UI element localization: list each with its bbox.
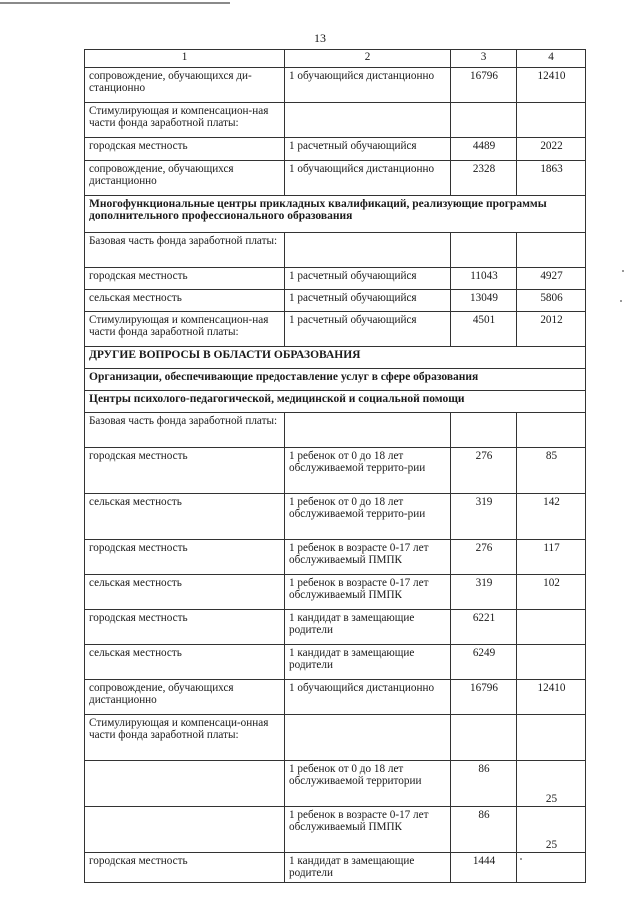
value-cell: 12410 [517,68,586,103]
value-cell [451,715,517,761]
unit-cell: 1 ребенок в возрасте 0-17 лет обслуживаемый ПМПК [285,540,451,575]
unit-cell: 1 расчетный обучающийся [285,138,451,161]
scan-speck [620,300,622,302]
value-cell: 25 [517,761,586,807]
indicator-cell: сельская местность [85,494,285,540]
unit-cell [285,715,451,761]
table-row [85,268,586,290]
value-cell: 4927 [517,268,586,290]
value-cell [517,645,586,680]
table-row [85,853,586,883]
value-cell [451,103,517,138]
unit-cell: 1 обучающийся дистанционно [285,680,451,715]
value-cell: 4501 [451,312,517,347]
unit-cell: 1 расчетный обучающийся [285,312,451,347]
value-cell: 142 [517,494,586,540]
section-heading: Организации, обеспечивающие предоставление услуг в сфере образования [85,369,586,391]
unit-cell: 1 кандидат в замещающие родители [285,645,451,680]
value-cell: 25 [517,807,586,853]
unit-cell [285,103,451,138]
indicator-cell: Базовая часть фонда заработной платы: [85,233,285,268]
indicator-cell: городская местность [85,540,285,575]
scan-artifact-line [0,2,230,4]
indicator-cell: сопровождение, обучающихся дистанционно [85,680,285,715]
unit-cell: 1 ребенок от 0 до 18 лет обслуживаемой террито-рии [285,448,451,494]
value-cell: 276 [451,540,517,575]
table-row [85,575,586,610]
section-heading-row [85,347,586,369]
scan-speck [622,270,624,272]
value-cell: 4489 [451,138,517,161]
value-cell: 2012 [517,312,586,347]
table-row [85,680,586,715]
table-row [85,807,586,853]
table-row [85,290,586,312]
norms-table [84,49,586,883]
page-number: 13 [314,31,326,45]
section-heading: Многофункциональные центры прикладных квалификаций, реализующие программы дополнительного профессионального образования [85,196,586,233]
value-cell: 86 [451,761,517,807]
value-cell [517,715,586,761]
section-heading: Центры психолого-педагогической, медицинской и социальной помощи [85,391,586,413]
indicator-cell [85,807,285,853]
table-row [85,540,586,575]
value-cell: 13049 [451,290,517,312]
value-cell: 319 [451,575,517,610]
indicator-cell: городская местность [85,610,285,645]
value-cell: 11043 [451,268,517,290]
value-cell: 86 [451,807,517,853]
indicator-cell: Базовая часть фонда заработной платы: [85,413,285,448]
value-cell: 102 [517,575,586,610]
value-cell: 1444 [451,853,517,883]
column-number-3: 3 [451,50,517,68]
value-cell: 5806 [517,290,586,312]
table-row [85,610,586,645]
table-row [85,761,586,807]
value-cell: 12410 [517,680,586,715]
unit-cell: 1 обучающийся дистанционно [285,161,451,196]
indicator-cell: городская местность [85,138,285,161]
unit-cell: 1 ребенок от 0 до 18 лет обслуживаемой террито-рии [285,494,451,540]
value-cell [451,413,517,448]
unit-cell: 1 обучающийся дистанционно [285,68,451,103]
column-number-row [85,50,586,68]
table-row [85,233,586,268]
indicator-cell: сопровождение, обучающихся дистанционно [85,161,285,196]
table-row [85,645,586,680]
unit-cell: 1 ребенок от 0 до 18 лет обслуживаемой территории [285,761,451,807]
value-cell: 2328 [451,161,517,196]
value-cell: 16796 [451,680,517,715]
table-row [85,103,586,138]
indicator-cell: Стимулирующая и компенсаци-онная части фонда заработной платы: [85,715,285,761]
indicator-cell: сельская местность [85,575,285,610]
column-number-1: 1 [85,50,285,68]
value-cell: 276 [451,448,517,494]
value-cell: 117 [517,540,586,575]
indicator-cell: Стимулирующая и компенсацион-ная части фонда заработной платы: [85,103,285,138]
section-heading-row [85,196,586,233]
value-cell [517,853,586,883]
value-cell: 6249 [451,645,517,680]
indicator-cell: городская местность [85,268,285,290]
unit-cell: 1 кандидат в замещающие родители [285,853,451,883]
table-row [85,494,586,540]
indicator-cell: Стимулирующая и компенсацион-ная части фонда заработной платы: [85,312,285,347]
table-row [85,68,586,103]
column-number-4: 4 [517,50,586,68]
indicator-cell: городская местность [85,448,285,494]
value-cell: 16796 [451,68,517,103]
section-heading-row [85,369,586,391]
unit-cell: 1 расчетный обучающийся [285,268,451,290]
value-cell [517,610,586,645]
column-number-2: 2 [285,50,451,68]
value-cell: 85 [517,448,586,494]
unit-cell [285,413,451,448]
unit-cell: 1 ребенок в возрасте 0-17 лет обслуживаемый ПМПК [285,807,451,853]
indicator-cell: сельская местность [85,645,285,680]
scan-speck [520,858,522,860]
value-cell [517,413,586,448]
value-cell [517,233,586,268]
value-cell: 1863 [517,161,586,196]
table-row [85,715,586,761]
table-row [85,312,586,347]
indicator-cell [85,761,285,807]
indicator-cell: сопровождение, обучающихся ди-станционно [85,68,285,103]
indicator-cell: городская местность [85,853,285,883]
value-cell [517,103,586,138]
table-row [85,138,586,161]
section-heading-row [85,391,586,413]
norms-table-body [85,50,586,883]
table-row [85,413,586,448]
section-heading: ДРУГИЕ ВОПРОСЫ В ОБЛАСТИ ОБРАЗОВАНИЯ [85,347,586,369]
unit-cell: 1 расчетный обучающийся [285,290,451,312]
table-row [85,448,586,494]
value-cell: 319 [451,494,517,540]
indicator-cell: сельская местность [85,290,285,312]
unit-cell [285,233,451,268]
value-cell: 6221 [451,610,517,645]
value-cell [451,233,517,268]
table-row [85,161,586,196]
unit-cell: 1 ребенок в возрасте 0-17 лет обслуживаемый ПМПК [285,575,451,610]
value-cell: 2022 [517,138,586,161]
unit-cell: 1 кандидат в замещающие родители [285,610,451,645]
